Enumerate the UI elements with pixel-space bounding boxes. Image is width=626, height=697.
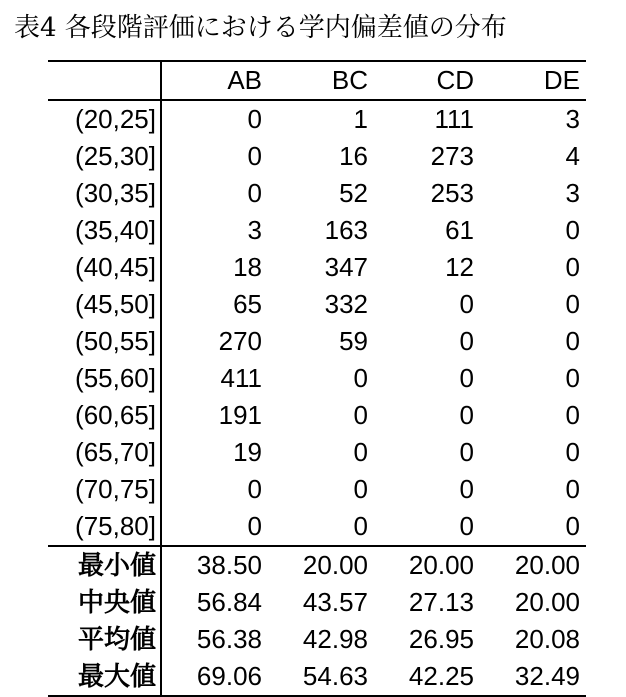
- value-cell: 111: [434, 104, 474, 134]
- bin-row: [48, 323, 586, 360]
- header-corner-cell: [48, 61, 161, 100]
- value-cell: 42.25: [408, 661, 474, 691]
- column-header-cd: CD: [436, 65, 474, 95]
- value-cell: 1: [353, 104, 368, 134]
- value-cell: 42.98: [302, 624, 368, 654]
- value-cell: 52: [339, 178, 368, 208]
- value-cell: 163: [324, 215, 368, 245]
- bin-row: [48, 100, 586, 138]
- bin-row: [48, 471, 586, 508]
- value-cell: 3: [247, 215, 262, 245]
- row-label: 平均値: [48, 621, 161, 658]
- value-cell: 411: [220, 363, 262, 393]
- row-label: 最小値: [48, 546, 161, 584]
- value-cell: 270: [218, 326, 262, 356]
- value-cell: 0: [459, 400, 474, 430]
- value-cell: 56.38: [196, 624, 262, 654]
- row-label: (35,40]: [48, 212, 161, 249]
- value-cell: 18: [233, 252, 262, 282]
- value-cell: 347: [324, 252, 368, 282]
- value-cell: 3: [565, 178, 580, 208]
- value-cell: 0: [565, 326, 580, 356]
- row-label: 最大値: [48, 658, 161, 696]
- value-cell: 0: [565, 474, 580, 504]
- bin-row: [48, 508, 586, 546]
- stat-row: [48, 621, 586, 658]
- bin-row: [48, 397, 586, 434]
- value-cell: 69.06: [196, 661, 262, 691]
- value-cell: 19: [233, 437, 262, 467]
- row-label: (40,45]: [48, 249, 161, 286]
- value-cell: 0: [353, 511, 368, 541]
- value-cell: 0: [353, 400, 368, 430]
- value-cell: 20.00: [302, 550, 368, 580]
- bin-row: [48, 434, 586, 471]
- value-cell: 0: [565, 363, 580, 393]
- table-caption: 表4 各段階評価における学内偏差値の分布: [14, 13, 507, 43]
- column-header-ab: AB: [227, 65, 262, 95]
- distribution-table: [48, 60, 586, 697]
- header-row: [48, 61, 586, 100]
- value-cell: 12: [445, 252, 474, 282]
- value-cell: 38.50: [196, 550, 262, 580]
- value-cell: 16: [339, 141, 368, 171]
- stat-row: [48, 546, 586, 584]
- bin-row: [48, 249, 586, 286]
- value-cell: 56.84: [196, 587, 262, 617]
- value-cell: 20.08: [514, 624, 580, 654]
- column-header-de: DE: [543, 65, 580, 95]
- value-cell: 0: [247, 511, 262, 541]
- value-cell: 32.49: [514, 661, 580, 691]
- value-cell: 0: [459, 326, 474, 356]
- row-label: (55,60]: [48, 360, 161, 397]
- bin-row: [48, 175, 586, 212]
- value-cell: 65: [233, 289, 262, 319]
- row-label: (70,75]: [48, 471, 161, 508]
- row-label: (65,70]: [48, 434, 161, 471]
- value-cell: 0: [247, 178, 262, 208]
- bin-row: [48, 138, 586, 175]
- column-header-bc: BC: [331, 65, 368, 95]
- row-label: (50,55]: [48, 323, 161, 360]
- value-cell: 20.00: [408, 550, 474, 580]
- bin-row: [48, 212, 586, 249]
- value-cell: 191: [218, 400, 262, 430]
- value-cell: 332: [324, 289, 368, 319]
- stat-row: [48, 584, 586, 621]
- row-label: (45,50]: [48, 286, 161, 323]
- value-cell: 54.63: [302, 661, 368, 691]
- value-cell: 0: [459, 289, 474, 319]
- value-cell: 0: [353, 474, 368, 504]
- bin-row: [48, 286, 586, 323]
- value-cell: 27.13: [408, 587, 474, 617]
- value-cell: 0: [353, 363, 368, 393]
- value-cell: 0: [565, 289, 580, 319]
- value-cell: 26.95: [408, 624, 474, 654]
- stats-section: [48, 546, 586, 696]
- value-cell: 0: [353, 437, 368, 467]
- value-cell: 0: [565, 215, 580, 245]
- value-cell: 61: [445, 215, 474, 245]
- bins-section: [48, 100, 586, 546]
- value-cell: 43.57: [302, 587, 368, 617]
- row-label: (25,30]: [48, 138, 161, 175]
- value-cell: 0: [247, 141, 262, 171]
- stat-row: [48, 658, 586, 696]
- value-cell: 0: [247, 474, 262, 504]
- bin-row: [48, 360, 586, 397]
- row-label: 中央値: [48, 584, 161, 621]
- value-cell: 273: [430, 141, 474, 171]
- value-cell: 0: [459, 511, 474, 541]
- value-cell: 0: [247, 104, 262, 134]
- value-cell: 4: [565, 141, 580, 171]
- value-cell: 0: [565, 400, 580, 430]
- value-cell: 0: [565, 252, 580, 282]
- row-label: (60,65]: [48, 397, 161, 434]
- row-label: (75,80]: [48, 508, 161, 546]
- value-cell: 253: [430, 178, 474, 208]
- value-cell: 0: [459, 363, 474, 393]
- value-cell: 0: [459, 474, 474, 504]
- value-cell: 0: [565, 511, 580, 541]
- row-label: (30,35]: [48, 175, 161, 212]
- table-header: [48, 61, 586, 100]
- value-cell: 0: [565, 437, 580, 467]
- value-cell: 20.00: [514, 550, 580, 580]
- row-label: (20,25]: [48, 100, 161, 138]
- value-cell: 20.00: [514, 587, 580, 617]
- value-cell: 0: [459, 437, 474, 467]
- value-cell: 3: [565, 104, 580, 134]
- value-cell: 59: [339, 326, 368, 356]
